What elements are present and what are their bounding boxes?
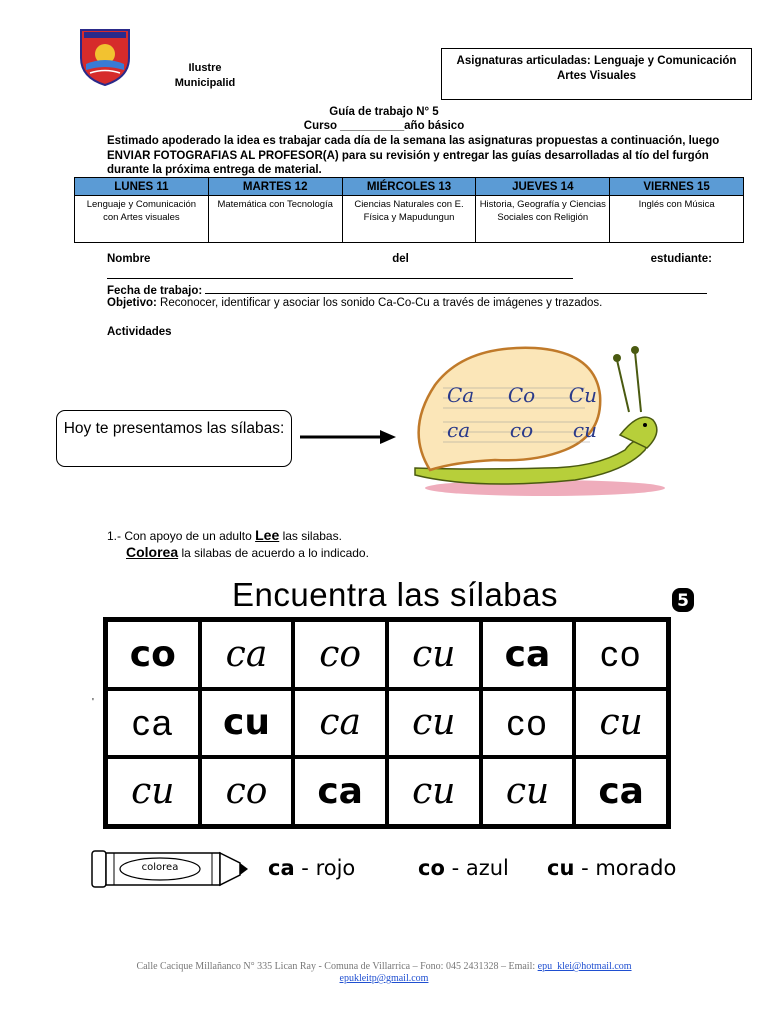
- syllable-cell[interactable]: co: [202, 759, 292, 824]
- name-label-word2: del: [392, 253, 409, 265]
- objective-text: Reconocer, identificar y asociar los sonido Ca-Co-Cu a través de imágenes y trazados.: [160, 297, 603, 309]
- instruction-text: las silabas.: [279, 529, 342, 543]
- day-subject: Matemática con Tecnología: [208, 196, 342, 243]
- key-color: rojo: [315, 856, 356, 880]
- schedule-table: [74, 177, 744, 243]
- syllable-cell[interactable]: ca: [295, 691, 385, 756]
- footer-email-link[interactable]: epu_klei@hotmail.com: [537, 961, 632, 972]
- day-header: MARTES 12: [208, 178, 342, 196]
- name-underline[interactable]: [107, 266, 573, 279]
- stray-mark: ': [92, 697, 94, 708]
- syllable-cell[interactable]: cu: [202, 691, 292, 756]
- syllable-cell[interactable]: cu: [108, 759, 198, 824]
- snail-syllable: Ca: [447, 383, 475, 407]
- day-subject: Lenguaje y Comunicación con Artes visuales: [75, 196, 209, 243]
- key-syllable: co: [418, 856, 445, 880]
- syllable-cell[interactable]: ca: [202, 622, 292, 687]
- schedule-header-row: [75, 178, 744, 196]
- instruction-read: Lee: [255, 527, 280, 543]
- snail-syllable: Cu: [568, 383, 597, 407]
- day-subject: Historia, Geografía y Ciencias Sociales con Religión: [476, 196, 610, 243]
- snail-syllable: ca: [447, 418, 471, 442]
- key-ca: ca - rojo: [268, 856, 356, 880]
- instruction-color: Colorea: [126, 544, 179, 560]
- snail-syllable: Co: [507, 383, 536, 407]
- course-line: Curso __________año básico: [303, 120, 465, 132]
- syllable-cell[interactable]: co: [576, 622, 666, 687]
- instruction-line1: [107, 527, 342, 543]
- snail-syllables-upper: [447, 383, 597, 407]
- syllable-grid: [103, 617, 671, 829]
- school-crest-logo: [78, 26, 132, 86]
- intro-paragraph: Estimado apoderado la idea es trabajar cada día de la semana las asignaturas propuestas a continuación, luego ENVIAR FOTOGRAFIAS AL PROFESOR(A) para su revisión y entregar las guías desarrolladas al tío del furgón durante la próxima entrega de material.: [107, 135, 720, 176]
- worksheet-title: Encuentra las sílabas: [231, 576, 558, 613]
- name-label-word1: Nombre: [107, 253, 151, 265]
- footer: [0, 961, 768, 985]
- municipality-line2: Municipalid: [174, 77, 236, 89]
- arrow-right-icon: [300, 428, 396, 446]
- syllable-cell[interactable]: cu: [389, 622, 479, 687]
- footer-email-link[interactable]: epukleitp@gmail.com: [339, 973, 429, 984]
- activities-heading: Actividades: [107, 326, 172, 338]
- syllable-cell[interactable]: cu: [576, 691, 666, 756]
- objective-line: [107, 297, 712, 310]
- instruction-text: la silabas de acuerdo a lo indicado.: [178, 546, 369, 560]
- objective-label: Objetivo:: [107, 297, 157, 309]
- day-subject: Inglés con Música: [610, 196, 744, 243]
- syllable-cell[interactable]: ca: [108, 691, 198, 756]
- crayon-label: colorea: [141, 862, 179, 873]
- subjects-line2: Artes Visuales: [556, 70, 637, 82]
- key-color: azul: [465, 856, 509, 880]
- subjects-box: [441, 48, 752, 100]
- subjects-line1: Asignaturas articuladas: Lenguaje y Comunicación: [456, 55, 737, 67]
- syllable-cell[interactable]: cu: [389, 691, 479, 756]
- snail-syllables-lower: [447, 418, 597, 442]
- day-header: MIÉRCOLES 13: [342, 178, 476, 196]
- number-badge: [671, 587, 695, 613]
- day-header: LUNES 11: [75, 178, 209, 196]
- date-underline[interactable]: [205, 283, 707, 294]
- instruction-line2: [126, 544, 369, 560]
- syllables-intro-bubble: Hoy te presentamos las sílabas:: [56, 410, 292, 467]
- syllable-cell[interactable]: ca: [576, 759, 666, 824]
- syllable-cell[interactable]: co: [108, 622, 198, 687]
- syllable-cell[interactable]: cu: [483, 759, 573, 824]
- name-label-word3: estudiante:: [650, 253, 712, 265]
- guide-title: Guía de trabajo N° 5: [329, 106, 439, 118]
- key-cu: cu - morado: [547, 856, 677, 880]
- badge-number: 5: [677, 591, 689, 611]
- syllable-cell[interactable]: co: [295, 622, 385, 687]
- day-subject: Ciencias Naturales con E. Física y Mapudungun: [342, 196, 476, 243]
- snail-syllable: co: [509, 418, 534, 442]
- municipality-label: [165, 61, 245, 91]
- syllable-cell[interactable]: cu: [389, 759, 479, 824]
- key-syllable: cu: [547, 856, 575, 880]
- snail-syllable: cu: [572, 418, 597, 442]
- footer-address: Calle Cacique Millañanco N° 335 Lican Ray - Comuna de Villarrica – Fono: 045 2431328 – Email:: [136, 961, 538, 972]
- key-color: morado: [595, 856, 677, 880]
- municipality-line1: Ilustre: [188, 62, 222, 74]
- instruction-text: 1.- Con apoyo de un adulto: [107, 529, 256, 543]
- syllable-cell[interactable]: ca: [295, 759, 385, 824]
- day-header: VIERNES 15: [610, 178, 744, 196]
- date-field: [107, 283, 712, 298]
- syllable-cell[interactable]: ca: [483, 622, 573, 687]
- day-header: JUEVES 14: [476, 178, 610, 196]
- key-syllable: ca: [268, 856, 295, 880]
- student-name-field: [107, 253, 712, 279]
- schedule-subject-row: [75, 196, 744, 243]
- key-co: co - azul: [418, 856, 509, 880]
- syllable-cell[interactable]: co: [483, 691, 573, 756]
- date-label: Fecha de trabajo:: [107, 285, 203, 297]
